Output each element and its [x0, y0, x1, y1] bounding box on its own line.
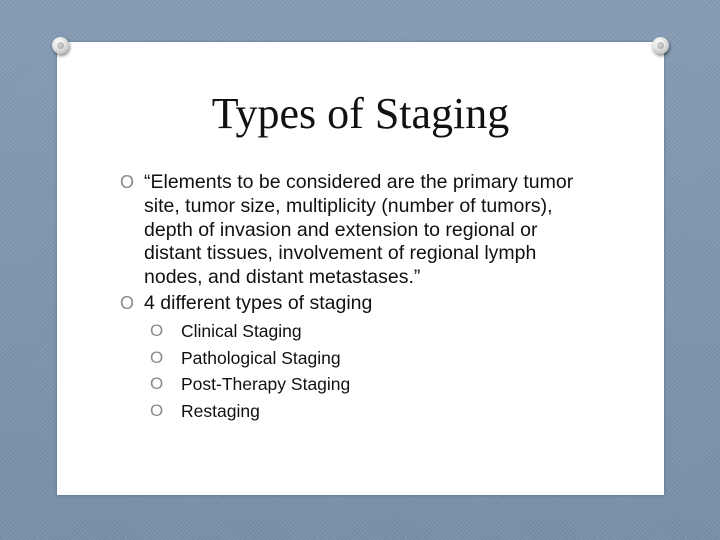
bullet-marker: O — [150, 401, 164, 421]
bullet-marker: O — [150, 347, 164, 367]
slide-title: Types of Staging — [211, 89, 510, 138]
bullet-marker: O — [150, 374, 164, 394]
sub-bullet-text: Pathological Staging — [181, 347, 341, 368]
sub-bullet-text: Clinical Staging — [181, 320, 302, 341]
sub-bullet-item — [150, 345, 600, 372]
sub-bullet-item — [150, 398, 600, 425]
sub-bullet-text: Restaging — [181, 401, 260, 422]
sub-bullet-item — [150, 318, 600, 345]
pushpin-icon — [652, 37, 669, 54]
pushpin-icon — [52, 37, 69, 54]
sub-bullet-item — [150, 371, 600, 398]
sub-bullet-text: Post-Therapy Staging — [181, 374, 351, 395]
bullet-item — [120, 292, 600, 316]
bullet-marker: O — [120, 292, 135, 313]
slide-body — [120, 171, 600, 425]
bullet-text: 4 different types of staging — [144, 291, 373, 314]
bullet-item — [120, 171, 600, 290]
bullet-marker: O — [120, 172, 135, 192]
sub-bullet-list — [120, 318, 600, 425]
bullet-text: “Elements to be considered are the primary tumor site, tumor size, multiplicity (number of tumors), depth of invasion and extension to regional or distant tissues, involvement of regional lymph nodes, and distant metastases.” — [144, 171, 574, 289]
bullet-marker: O — [150, 320, 164, 340]
